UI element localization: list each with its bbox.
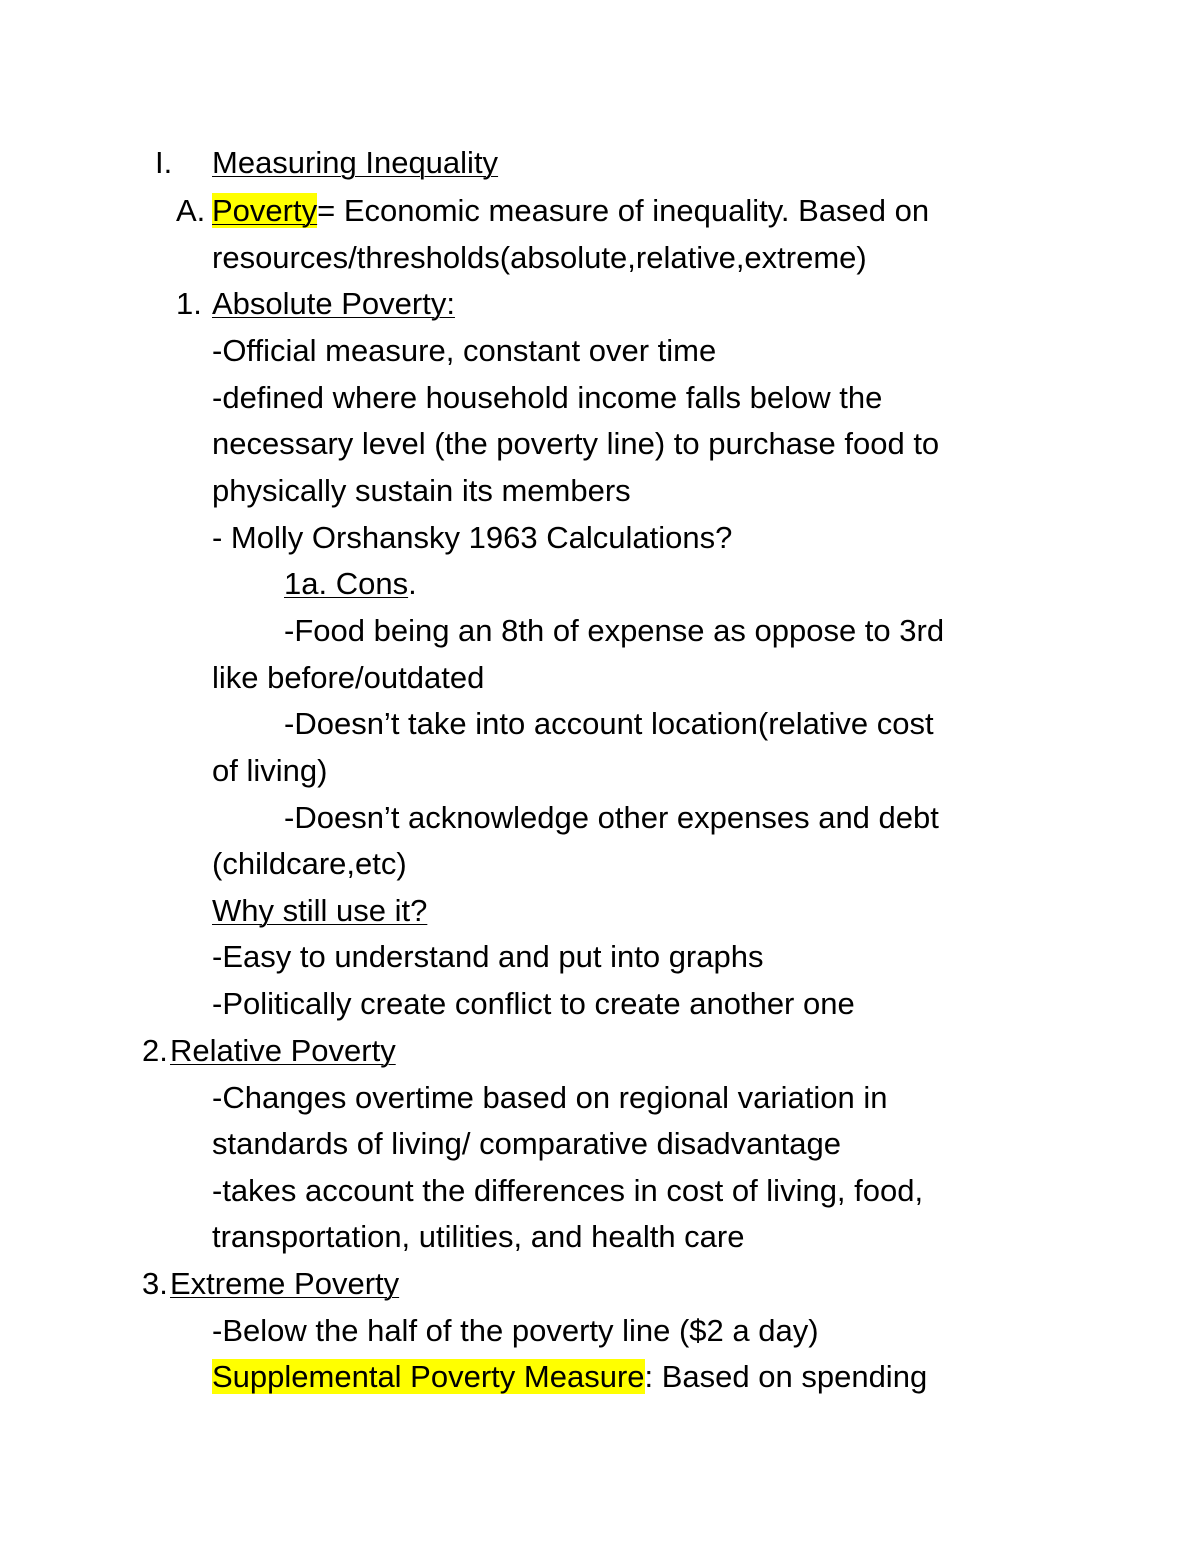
extreme-line-1: -Below the half of the poverty line ($2 a day): [212, 1313, 819, 1348]
cons-heading: 1a. Cons: [284, 566, 409, 601]
heading-relative-poverty: Relative Poverty: [170, 1033, 396, 1068]
cons-line-3: -Doesn’t take into account location(relative cost: [284, 706, 934, 741]
cons-line-6: (childcare,etc): [212, 846, 407, 881]
cons-heading-line: [284, 566, 417, 602]
poverty-definition-continued: resources/thresholds(absolute,relative,extreme): [212, 240, 867, 275]
why-line-2: -Politically create conflict to create another one: [212, 986, 855, 1021]
cons-line-4: of living): [212, 753, 328, 788]
supplemental-measure-text: : Based on spending: [644, 1359, 928, 1394]
cons-line-1: -Food being an 8th of expense as oppose to 3rd: [284, 613, 945, 648]
highlighted-term-poverty: Poverty: [212, 193, 318, 228]
relative-line-1: -Changes overtime based on regional variation in: [212, 1080, 888, 1115]
absolute-line-4: physically sustain its members: [212, 473, 631, 508]
number-marker-3: 3.: [142, 1266, 168, 1301]
supplemental-measure-line: [212, 1359, 927, 1395]
relative-line-2: standards of living/ comparative disadvantage: [212, 1126, 841, 1161]
why-line-1: -Easy to understand and put into graphs: [212, 939, 764, 974]
cons-heading-dot: .: [408, 566, 417, 601]
absolute-line-1: -Official measure, constant over time: [212, 333, 717, 368]
relative-line-3: -takes account the differences in cost of living, food,: [212, 1173, 924, 1208]
number-marker-1: 1.: [176, 286, 202, 321]
cons-line-5: -Doesn’t acknowledge other expenses and debt: [284, 800, 939, 835]
number-marker-2: 2.: [142, 1033, 168, 1068]
letter-marker-a: A.: [176, 193, 206, 228]
relative-line-4: transportation, utilities, and health care: [212, 1219, 745, 1254]
why-still-use-heading: Why still use it?: [212, 893, 428, 928]
section-heading-measuring-inequality: Measuring Inequality: [212, 145, 499, 180]
roman-numeral-marker: I.: [155, 145, 173, 180]
absolute-line-5: - Molly Orshansky 1963 Calculations?: [212, 520, 733, 555]
poverty-definition-line: [212, 193, 929, 229]
cons-line-2: like before/outdated: [212, 660, 485, 695]
absolute-line-3: necessary level (the poverty line) to purchase food to: [212, 426, 940, 461]
poverty-definition-text: = Economic measure of inequality. Based on: [317, 193, 930, 228]
heading-absolute-poverty: Absolute Poverty:: [212, 286, 455, 321]
heading-extreme-poverty: Extreme Poverty: [170, 1266, 400, 1301]
absolute-line-2: -defined where household income falls below the: [212, 380, 883, 415]
highlighted-term-supplemental-poverty-measure: Supplemental Poverty Measure: [212, 1359, 645, 1394]
